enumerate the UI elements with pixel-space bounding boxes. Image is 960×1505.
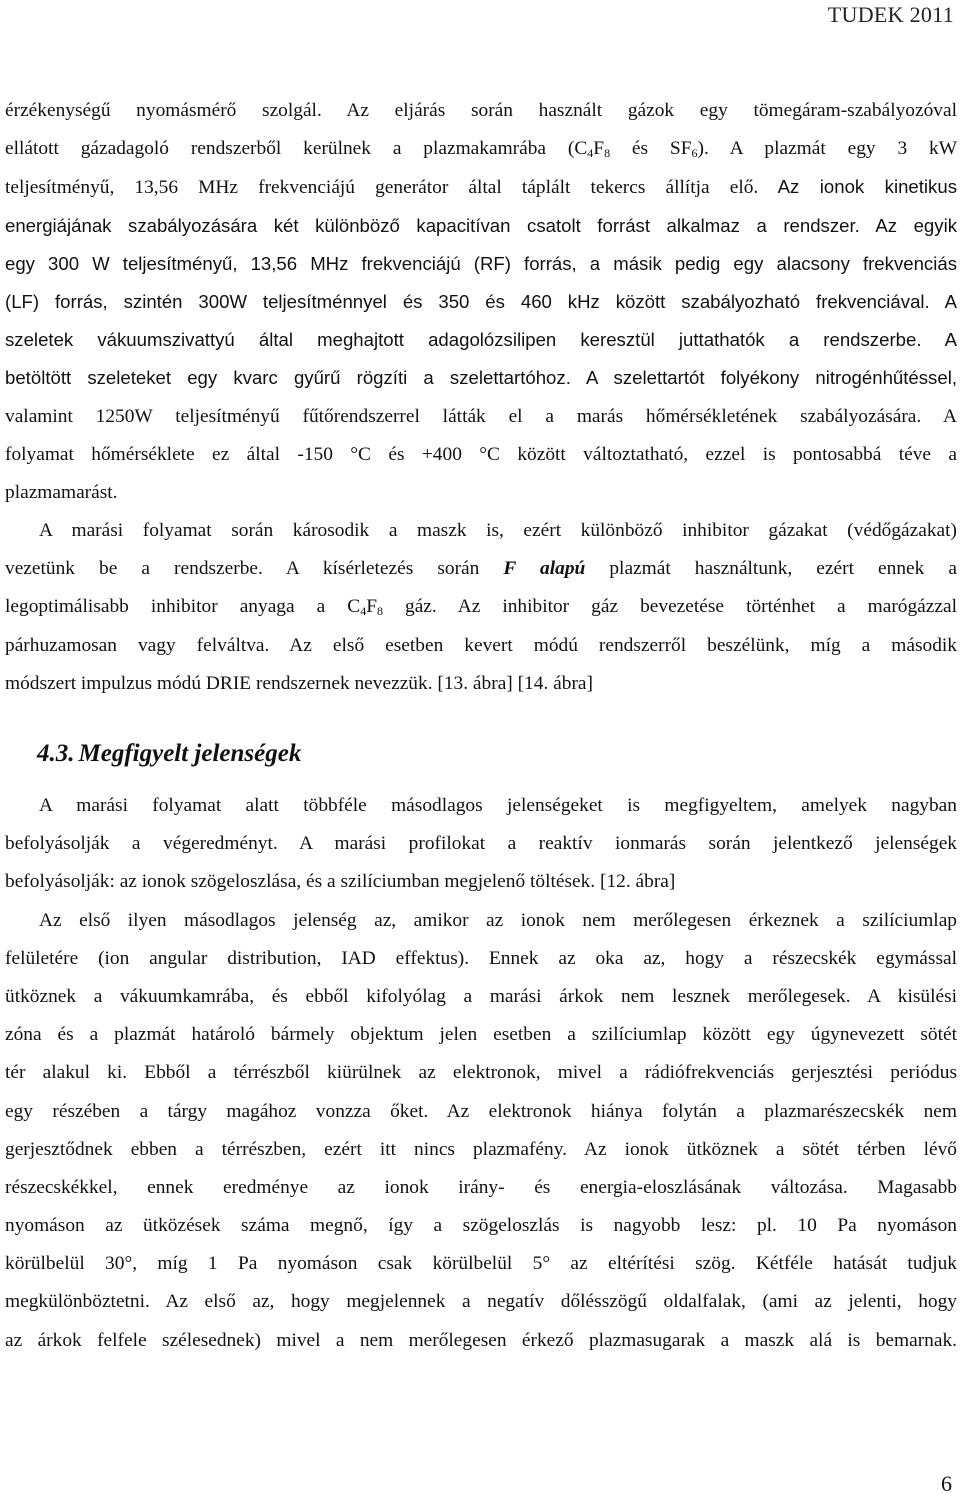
text-line xyxy=(5,550,957,588)
text-line xyxy=(5,130,957,168)
text-line: valamint 1250W teljesítményű fűtőrendszerrel látták el a marás hőmérsékletének szabályozására. A xyxy=(5,405,957,427)
text-run: vezetünk be a rendszerbe. A kísérletezés során xyxy=(5,558,504,580)
text-line: gerjesztődnek ebben a térrészben, ezért itt nincs plazmafény. Az ionok ütköznek a sötét térben lévő xyxy=(5,1138,957,1160)
subscript: 8 xyxy=(376,604,383,619)
text-line xyxy=(5,207,957,245)
text-line: folyamat hőmérséklete ez által -150 °C és +400 °C között változtatható, ezzel is pontosabbá téve a xyxy=(5,443,957,465)
text-line: A marási folyamat során károsodik a maszk is, ezért különböző inhibitor gázakat (védőgázakat) xyxy=(39,520,957,542)
paragraph xyxy=(5,787,957,902)
text-run: ellátott gázadagoló rendszerből kerülnek a plazmakamrába (C xyxy=(5,138,588,160)
text-line: az árkok felfele szélesednek) mivel a nem merőlegesen érkező plazmasugarak a maszk alá is bemarnak. xyxy=(5,1329,957,1351)
text-run: F xyxy=(593,138,605,160)
text-line: betöltött szeleteket egy kvarc gyűrű rögzíti a szelettartóhoz. A szelettartót folyékony nitrogénhűtéssel, xyxy=(5,367,957,389)
text-line: befolyásolják a végeredményt. A marási profilokat a reaktív ionmarás során jelentkező jelenségek xyxy=(5,833,957,855)
text-line: Az első ilyen másodlagos jelenség az, amikor az ionok nem merőlegesen érkeznek a szilíciumlap xyxy=(39,909,957,931)
paragraph xyxy=(5,92,957,512)
text-line: befolyásolják: az ionok szögeloszlása, és a szilíciumban megjelenő töltések. [12. ábra] xyxy=(5,871,676,893)
subscript: 6 xyxy=(691,146,698,161)
document-body xyxy=(5,92,957,1360)
text-run: Az egyik xyxy=(859,214,957,236)
text-line: egy 300 W teljesítményű, 13,56 MHz frekvenciájú (RF) forrás, a másik pedig egy alacsony frekvenciás xyxy=(5,252,957,274)
text-line: érzékenységű nyomásmérő szolgál. Az eljárás során használt gázok egy tömegáram-szabályozóval xyxy=(5,100,957,121)
text-line: körülbelül 30°, míg 1 Pa nyomáson csak körülbelül 5° az eltérítési szög. Kétféle hatását tudjuk xyxy=(5,1253,957,1275)
text-line: megkülönböztetni. Az első az, hogy megjelennek a negatív dőlésszögű oldalfalak, (ami az jelenti, hogy xyxy=(5,1291,957,1313)
text-line: zóna és a plazmát határoló bármely objektum jelen esetben a szilíciumlap között egy úgynevezett sötét xyxy=(5,1024,957,1046)
paragraph xyxy=(5,902,957,1360)
text-run: Az ionok kinetikus xyxy=(758,176,957,198)
text-line: részecskékkel, ennek eredménye az ionok irány- és energia-eloszlásának változása. Magasabb xyxy=(5,1176,957,1198)
text-line: (LF) forrás, szintén 300W teljesítménnyel és 350 és 460 kHz között szabályozható frekvenciával. A xyxy=(5,290,957,312)
section-title: Megfigyelt jelenségek xyxy=(78,740,302,767)
running-header: TUDEK 2011 xyxy=(827,2,954,27)
section-number: 4.3. xyxy=(37,740,75,767)
text-line: tér alakul ki. Ebből a térrészből kiürülnek az elektronok, mivel a rádiófrekvenciás gerjesztési periódus xyxy=(5,1062,957,1084)
text-line: párhuzamosan vagy felváltva. Az első esetben kevert módú rendszerről beszélünk, míg a második xyxy=(5,634,957,656)
text-line: módszert impulzus módú DRIE rendszernek nevezzük. [13. ábra] [14. ábra] xyxy=(5,672,593,694)
text-run: és SF xyxy=(610,138,692,160)
paragraph xyxy=(5,512,957,703)
page-number: 6 xyxy=(941,1471,952,1496)
section-heading xyxy=(5,703,957,787)
text-run: F xyxy=(366,596,377,618)
subscript: 8 xyxy=(604,146,611,161)
text-run: legoptimálisabb inhibitor anyaga a C xyxy=(5,596,361,618)
subscript: 4 xyxy=(360,604,367,619)
emphasis-text: F alapú xyxy=(503,558,586,580)
text-line: plazmamarást. xyxy=(5,481,118,503)
text-line xyxy=(5,168,957,206)
text-line: felületére (ion angular distribution, IAD effektus). Ennek az oka az, hogy a részecskék egymással xyxy=(5,947,957,969)
text-run: energiájának szabályozására két különböző kapacitívan csatolt forrást alkalmaz a rendszer. xyxy=(5,214,860,236)
text-run: gáz. Az inhibitor gáz bevezetése történhet a marógázzal xyxy=(382,596,957,618)
text-run: plazmát használtunk, ezért ennek a xyxy=(585,558,957,580)
text-line: egy részében a tárgy magához vonzza őket. Az elektronok hiánya folytán a plazmarészecskék nem xyxy=(5,1100,957,1122)
subscript: 4 xyxy=(587,146,594,161)
text-line: A marási folyamat alatt többféle másodlagos jelenségeket is megfigyeltem, amelyek nagyban xyxy=(39,795,957,816)
text-line: szeletek vákuumszivattyú által meghajtott adagolózsilipen keresztül juttathatók a rendszerbe. A xyxy=(5,329,957,351)
text-run: ). A plazmát egy 3 kW xyxy=(697,138,958,160)
text-run: teljesítményű, 13,56 MHz frekvenciájú generátor által táplált tekercs állítja elő. xyxy=(5,177,759,199)
text-line xyxy=(5,588,957,626)
text-line: ütköznek a vákuumkamrába, és ebből kifolyólag a marási árkok nem lesznek merőlegesek. A kisülési xyxy=(5,985,957,1007)
text-line: nyomáson az ütközések száma megnő, így a szögeloszlás is nagyobb lesz: pl. 10 Pa nyomáson xyxy=(5,1215,957,1237)
